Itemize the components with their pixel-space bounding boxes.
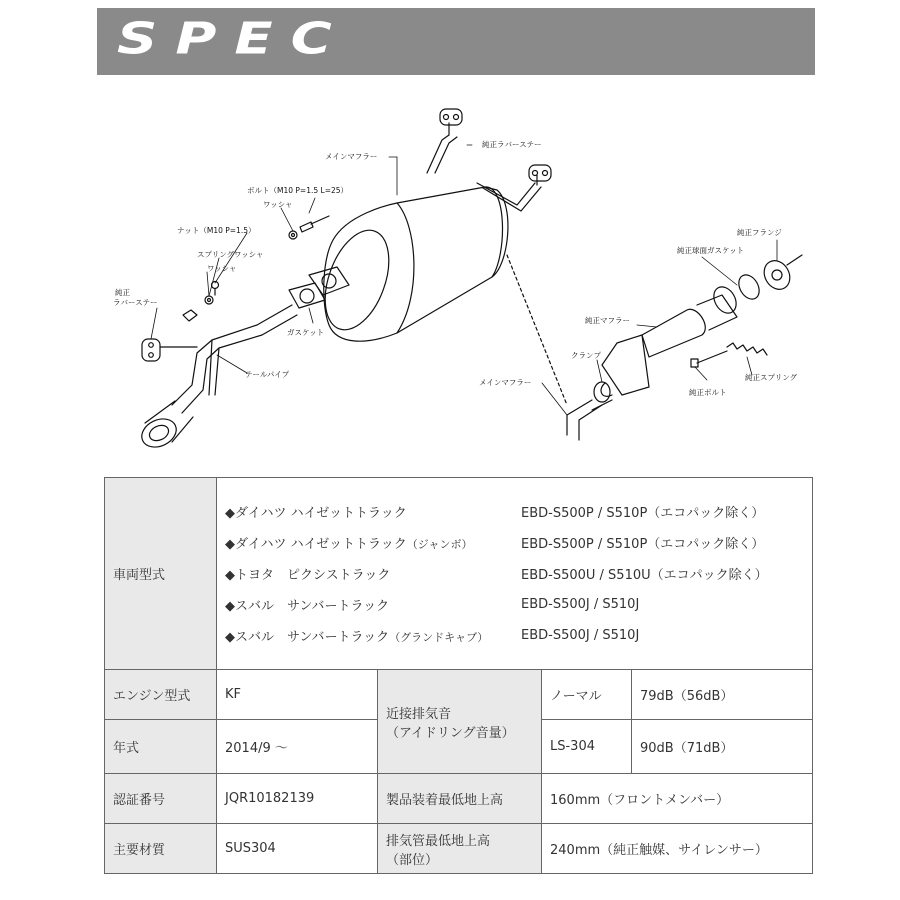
ls-label: LS-304: [542, 720, 632, 774]
label-spring-washer: スプリングワッシャ: [197, 250, 264, 259]
label-gasket: ガスケット: [287, 328, 325, 337]
exhaust-min-value: 240mm（純正触媒、サイレンサー）: [542, 824, 813, 874]
spec-title: SPEC: [117, 13, 350, 65]
vehicle-item: [225, 527, 804, 558]
engine-value: KF: [217, 670, 378, 720]
vehicle-model-label: 車両型式: [105, 478, 217, 670]
normal-label: ノーマル: [542, 670, 632, 720]
material-value: SUS304: [217, 824, 378, 874]
diagram-svg: [97, 95, 815, 470]
genuine-spring-drawing: [691, 343, 767, 367]
vehicle-name: ◆スバル サンバートラック: [225, 599, 390, 614]
engine-label: エンジン型式: [105, 670, 217, 720]
cert-value: JQR10182139: [217, 774, 378, 824]
vehicle-name: ◆ダイハツ ハイゼットトラック（ジャンボ）: [225, 537, 473, 552]
label-genuine-flange: 純正フランジ: [737, 228, 782, 237]
vehicle-list: [217, 478, 813, 670]
vehicle-name: ◆ダイハツ ハイゼットトラック: [225, 506, 407, 521]
noise-label: 近接排気音 （アイドリング音量）: [378, 670, 542, 774]
vehicle-code: EBD-S500J / S510J: [521, 597, 640, 612]
label-main-muffler-2: メインマフラー: [479, 378, 532, 387]
label-genuine-spring: 純正スプリング: [745, 373, 798, 382]
label-nut: ナット（M10 P=1.5）: [177, 226, 256, 235]
cert-label: 認証番号: [105, 774, 217, 824]
vehicle-item: [225, 558, 804, 589]
label-tail-pipe: テールパイプ: [245, 370, 290, 379]
label-genuine-left-1: 純正: [115, 288, 130, 297]
vehicle-row: [105, 478, 813, 670]
label-genuine-rubber-stay: 純正ラバーステー: [482, 140, 542, 149]
material-label: 主要材質: [105, 824, 217, 874]
spec-banner: [97, 8, 815, 75]
year-value: 2014/9 ～: [217, 720, 378, 774]
material-row: [105, 824, 813, 874]
label-washer: ワッシャ: [263, 200, 293, 209]
exhaust-parts-diagram: [97, 95, 815, 470]
cert-row: [105, 774, 813, 824]
spec-table: [104, 477, 813, 874]
vehicle-code: EBD-S500P / S510P（エコパック除く）: [521, 537, 765, 552]
vehicle-item: [225, 589, 804, 620]
label-main-muffler: メインマフラー: [325, 152, 378, 161]
label-washer-2: ワッシャ: [207, 264, 237, 273]
engine-row: [105, 670, 813, 720]
label-clamp: クランプ: [571, 351, 601, 360]
muffler-hanger-drawing: [427, 123, 541, 211]
vehicle-code: EBD-S500U / S510U（エコパック除く）: [521, 568, 768, 583]
exhaust-min-label: 排気管最低地上高 （部位）: [378, 824, 542, 874]
label-genuine-bolt: 純正ボルト: [689, 388, 727, 397]
vehicle-name: ◆トヨタ ピクシストラック: [225, 568, 391, 583]
year-label: 年式: [105, 720, 217, 774]
label-genuine-muffler: 純正マフラー: [585, 316, 630, 325]
vehicle-code: EBD-S500P / S510P（エコパック除く）: [521, 506, 765, 521]
min-ground-value: 160mm（フロントメンバー）: [542, 774, 813, 824]
label-genuine-left-2: ラバーステー: [113, 298, 158, 307]
normal-value: 79dB（56dB）: [632, 670, 813, 720]
main-muffler-drawing: [313, 187, 508, 341]
flange-drawing: [289, 267, 349, 308]
vehicle-code: EBD-S500J / S510J: [521, 628, 640, 643]
label-genuine-spherical-gasket: 純正球面ガスケット: [677, 246, 745, 255]
vehicle-item: [225, 620, 804, 651]
ls-value: 90dB（71dB）: [632, 720, 813, 774]
label-bolt: ボルト（M10 P=1.5 L=25）: [247, 186, 349, 195]
vehicle-name: ◆スバル サンバートラック（グランドキャブ）: [225, 630, 489, 645]
rubber-stay-left-drawing: [142, 339, 197, 361]
min-ground-label: 製品装着最低地上高: [378, 774, 542, 824]
genuine-muffler-drawing: [567, 255, 802, 440]
vehicle-item: [225, 496, 804, 527]
